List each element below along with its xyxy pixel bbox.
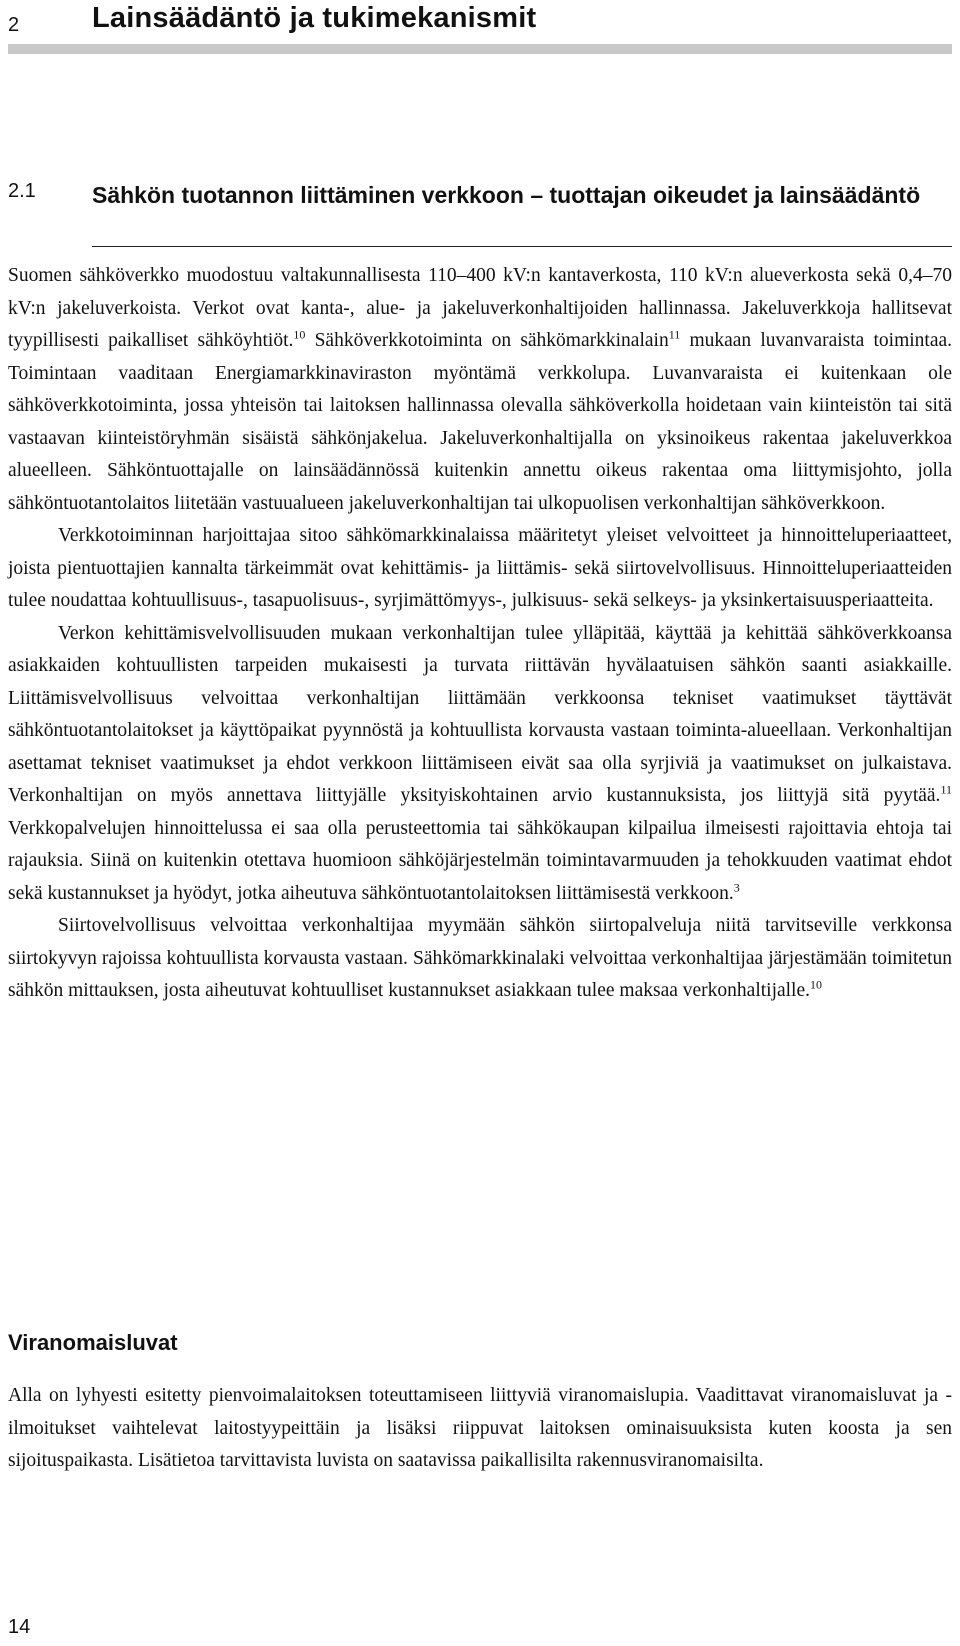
page-number: 14 <box>8 1616 31 1638</box>
chapter-title: Lainsäädäntö ja tukimekanismit <box>92 2 537 34</box>
footnote-ref: 11 <box>940 782 952 797</box>
footnote-ref: 3 <box>733 880 740 894</box>
footnote-ref: 11 <box>668 327 681 342</box>
section-body <box>8 260 952 1008</box>
paragraph-3: Verkon kehittämisvelvollisuuden mukaan verkonhaltijan tulee ylläpitää, käyttää ja kehittää sähköverkkoansa asiakkaiden kohtuullisten tarpeiden mukaisesti ja turvata riittävän hyvälaatuisen sähkön saanti asiakkaille. Liittämisvelvollisuus velvoittaa verkonhaltijan liittämään verkkoonsa tekniset vaatimukset täyttävät sähköntuotantolaitokset ja käyttöpaikat pyynnöstä ja kohtuullista korvausta vastaan toiminta-alueellaan. Verkonhaltijan asettamat tekniset vaatimukset ja ehdot verkkoon liittämiseen eivät saa olla syrjiviä ja vaatimukset on julkaistava. Verkonhaltijan on myös annettava liittyjälle yksityiskohtainen arvio kustannuksista, jos liittyjä sitä pyytää.$^{11}$ Verkkopalvelujen hinnoittelussa ei saa olla perusteettomia tai sähkökaupan kilpailua ilmeisesti rajoittavia ehtoja tai rajauksia. Siinä on kuitenkin otettava huomioon sähköjärjestelmän toimintavarmuuden ja tehokkuuden vaatimat ehdot sekä kustannukset ja hyödyt, jotka aiheutuva sähköntuotantolaitoksen liittämisestä verkkoon.$^3$ <box>8 622 952 904</box>
paragraph-5: Alla on lyhyesti esitetty pienvoimalaitoksen toteuttamiseen liittyviä viranomaislupia. Vaadittavat viranomaisluvat ja -ilmoitukset vaihtelevat laitostyypeittäin ja lisäksi riippuvat laitoksen ominaisuuksista kuten koosta ja sen sijoituspaikasta. Lisätietoa tarvittavista luvista on saatavissa paikallisilta rakennusviranomaisilta. <box>8 1385 952 1471</box>
section-rule <box>92 246 952 247</box>
subheading: Viranomaisluvat <box>8 1330 178 1355</box>
footnote-ref: 10 <box>810 977 823 992</box>
paragraph-2: Verkkotoiminnan harjoittajaa sitoo sähkömarkkinalaissa määritetyt yleiset velvoitteet ja hinnoitteluperiaatteet, joista pientuottajien kannalta tärkeimmät ovat kehittämis- ja liittämis- sekä siirtovelvollisuus. Hinnoitteluperiaatteiden tulee noudattaa kohtuullisuus-, tasapuolisuus-, syrjimättömyys-, julkisuus- sekä selkeys- ja yksinkertaisuusperiaatteita. <box>8 525 952 611</box>
section-number: 2.1 <box>8 180 36 202</box>
chapter-number: 2 <box>8 14 20 36</box>
footnote-ref: 10 <box>293 327 306 342</box>
paragraph-4: Siirtovelvollisuus velvoittaa verkonhaltijaa myymään sähkön siirtopalveluja niitä tarvitseville verkkonsa siirtokyvyn rajoissa kohtuullista korvausta vastaan. Sähkömarkkinalaki velvoittaa verkonhaltijaa järjestämään toimitetun sähkön mittauksen, josta aiheutuvat kohtuulliset kustannukset asiakkaan tulee maksaa verkonhaltijalle.$^{10}$ <box>8 915 952 1001</box>
chapter-rule <box>8 44 952 54</box>
section-title: Sähkön tuotannon liittäminen verkkoon – tuottajan oikeudet ja lainsäädäntö <box>92 182 921 208</box>
subsection-body <box>8 1380 952 1478</box>
paragraph-1: Suomen sähköverkko muodostuu valtakunnallisesta 110–400 kV:n kantaverkosta, 110 kV:n alueverkosta sekä 0,4–70 kV:n jakeluverkoista. Verkot ovat kanta-, alue- ja jakeluverkonhaltijoiden hallinnassa. Jakeluverkkoja hallitsevat tyypillisesti paikalliset sähköyhtiöt.$^{10}$ Sähköverkkotoiminta on sähkömarkkinalain$^{11}$ mukaan luvanvaraista toimintaa. Toimintaan vaaditaan Energiamarkkinaviraston myöntämä verkkolupa. Luvanvaraista ei kuitenkaan ole sähköverkkotoiminta, jossa yhteisön tai laitoksen hallinnassa olevalla sähköverkolla hoidetaan vain kiinteistön tai sitä vastaavan kiinteistöryhmän sisäistä sähkönjakelua. Jakeluverkonhaltijalla on yksinoikeus rakentaa jakeluverkkoa alueelleen. Sähköntuottajalle on lainsäädännössä kuitenkin annettu oikeus rakentaa oma liittymisjohto, jolla sähköntuotantolaitos liitetään vastuualueen jakeluverkonhaltijan tai ulkopuolisen verkonhaltijan sähköverkkoon. <box>8 265 953 514</box>
